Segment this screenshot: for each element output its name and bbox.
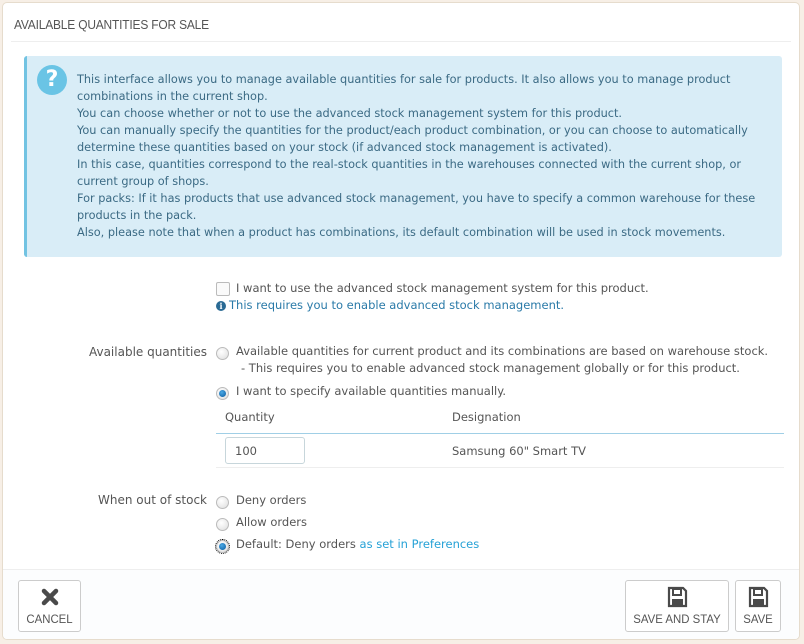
alert-line: You can choose whether or not to use the advanced stock management system for this product.: [77, 107, 623, 120]
available-quantities-panel: [2, 2, 800, 640]
panel-footer: [3, 569, 799, 639]
available-quantities-label: Available quantities: [88, 345, 207, 359]
radio-default-orders[interactable]: [216, 540, 229, 553]
save-and-stay-button-label: SAVE AND STAY: [633, 612, 721, 626]
radio-warehouse-stock-note: - This requires you to enable advanced stock management globally or for this product.: [241, 361, 740, 375]
cancel-button[interactable]: [18, 580, 81, 632]
radio-allow-orders[interactable]: [216, 518, 229, 531]
row-divider: [216, 467, 784, 468]
alert-line: This interface allows you to manage available quantities for sale for products. It also allows you to manage product: [77, 73, 731, 86]
radio-deny-orders-label[interactable]: Deny orders: [236, 493, 307, 507]
radio-warehouse-stock[interactable]: [216, 347, 229, 360]
radio-default-orders-option[interactable]: [236, 537, 479, 551]
alert-text: [77, 71, 777, 241]
alert-line: products in the pack.: [77, 209, 197, 222]
alert-line: combinations in the current shop.: [77, 90, 268, 103]
advanced-stock-checkbox-label[interactable]: I want to use the advanced stock management system for this product.: [236, 281, 649, 295]
radio-default-orders-label[interactable]: Default: Deny orders: [236, 537, 356, 551]
radio-manual-quantities-label[interactable]: I want to specify available quantities manually.: [236, 384, 507, 398]
alert-line: You can manually specify the quantities for the product/each product combination, or you can choose to automatically: [77, 124, 748, 137]
alert-line: In this case, quantities correspond to the real-stock quantities in the warehouses connected with the current shop, or: [77, 158, 742, 171]
alert-line: For packs: If it has products that use advanced stock management, you have to specify a common warehouse for these: [77, 192, 756, 205]
floppy-disk-icon: [736, 586, 780, 608]
close-icon: [19, 586, 80, 608]
alert-line: current group of shops.: [77, 175, 209, 188]
cancel-button-label: CANCEL: [26, 612, 73, 626]
advanced-stock-help: [216, 298, 564, 312]
radio-deny-orders[interactable]: [216, 496, 229, 509]
designation-cell: Samsung 60" Smart TV: [452, 444, 586, 458]
save-and-stay-button[interactable]: [625, 580, 729, 632]
info-circle-icon: i: [216, 301, 226, 311]
info-alert: [24, 56, 782, 257]
column-header-designation: Designation: [452, 410, 521, 424]
question-circle-icon: ?: [37, 65, 67, 95]
quantity-input[interactable]: [225, 437, 305, 464]
preferences-link[interactable]: as set in Preferences: [359, 537, 480, 551]
advanced-stock-help-text: This requires you to enable advanced stock management.: [229, 298, 565, 312]
alert-line: determine these quantities based on your stock (if advanced stock management is activated).: [77, 141, 612, 154]
floppy-disk-icon: [626, 586, 728, 608]
save-button[interactable]: [735, 580, 781, 632]
radio-allow-orders-label[interactable]: Allow orders: [236, 515, 308, 529]
save-button-label: SAVE: [743, 612, 773, 626]
column-header-quantity: Quantity: [225, 410, 275, 424]
panel-title: AVAILABLE QUANTITIES FOR SALE: [14, 17, 209, 32]
radio-manual-quantities[interactable]: [216, 387, 229, 400]
radio-warehouse-stock-label[interactable]: Available quantities for current product and its combinations are based on warehouse stock.: [236, 344, 769, 358]
alert-line: Also, please note that when a product has combinations, its default combination will be used in stock movements.: [77, 226, 726, 239]
panel-heading: [11, 3, 791, 42]
out-of-stock-label: When out of stock: [98, 493, 207, 507]
advanced-stock-checkbox[interactable]: [216, 282, 230, 296]
header-divider: [216, 433, 784, 434]
